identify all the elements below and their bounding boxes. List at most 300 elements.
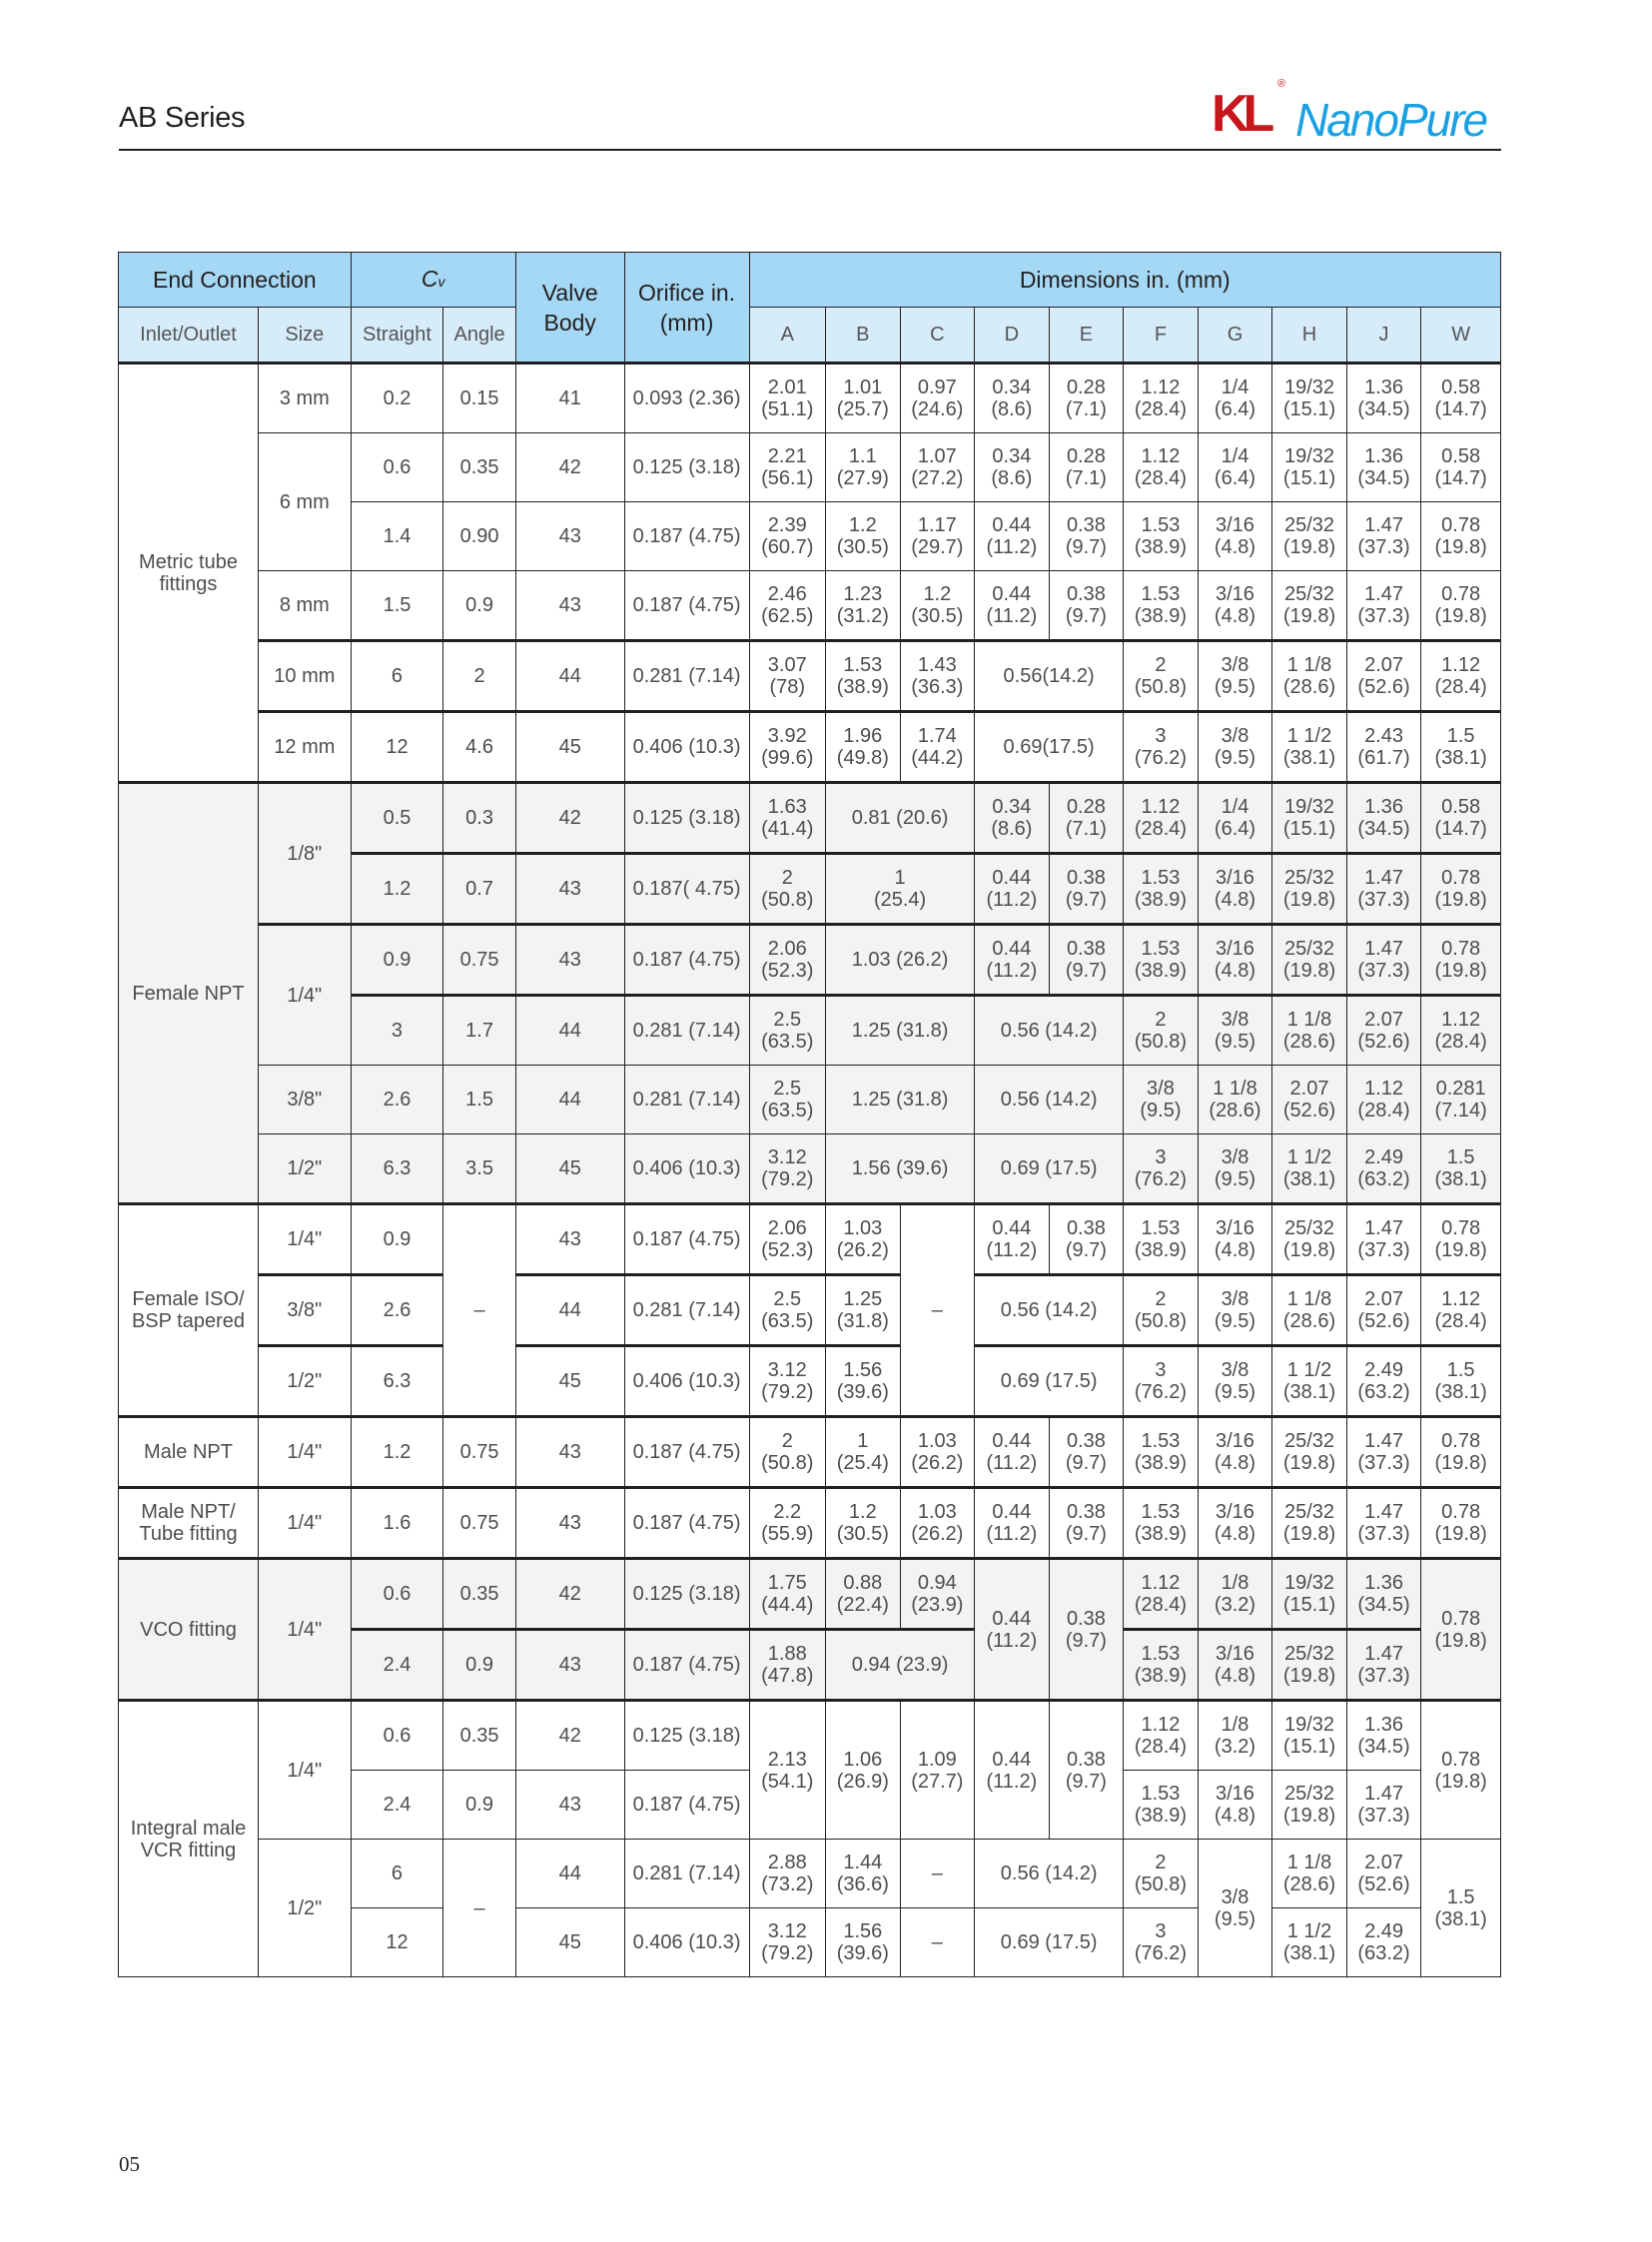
cell-valve-body: 44 [515, 1840, 624, 1908]
cell-g: 1/8 (3.2) [1198, 1559, 1272, 1630]
cell-w: 1.5 (38.1) [1421, 1134, 1501, 1204]
cell-orifice: 0.406 (10.3) [624, 1908, 749, 1977]
cell-straight: 0.6 [351, 1559, 443, 1630]
cell-angle: 0.75 [443, 1417, 516, 1488]
cell-angle: 0.35 [443, 1559, 516, 1630]
cell-j: 2.43 (61.7) [1346, 712, 1421, 783]
cell-bc: 1 (25.4) [826, 854, 975, 925]
cell-orifice: 0.187( 4.75) [624, 854, 749, 925]
cell-g: 3/8 (9.5) [1198, 996, 1272, 1066]
table-row [119, 1134, 1501, 1204]
cell-j: 2.07 (52.6) [1346, 996, 1421, 1066]
header-orifice: Orifice in. (mm) [624, 253, 749, 364]
cell-orifice: 0.125 (3.18) [624, 1559, 749, 1630]
cell-w: 1.5 (38.1) [1421, 1346, 1501, 1417]
cell-straight: 1.2 [351, 854, 443, 925]
cell-d: 0.34 (8.6) [975, 433, 1050, 502]
header-angle: Angle [443, 308, 516, 364]
cell-straight: 0.6 [351, 1701, 443, 1771]
cell-bc: 1.03 (26.2) [826, 925, 975, 996]
cell-size: 1/4" [259, 1559, 352, 1701]
cell-g: 3/16 (4.8) [1198, 1417, 1272, 1488]
cell-straight: 2.6 [351, 1066, 443, 1134]
cell-g: 3/16 (4.8) [1198, 571, 1272, 641]
cell-angle: 0.90 [443, 502, 516, 571]
cell-w: 0.58 (14.7) [1421, 783, 1501, 854]
cell-c: – [900, 1908, 975, 1977]
cell-g: 3/16 (4.8) [1198, 1771, 1272, 1840]
cell-a: 3.12 (79.2) [749, 1346, 826, 1417]
header-straight: Straight [351, 308, 443, 364]
cell-j: 1.36 (34.5) [1346, 364, 1421, 433]
cell-straight: 0.9 [351, 925, 443, 996]
cell-straight: 1.6 [351, 1488, 443, 1559]
cell-straight: 2.4 [351, 1771, 443, 1840]
cell-a: 2.39 (60.7) [749, 502, 826, 571]
cell-de: 0.69 (17.5) [975, 1346, 1124, 1417]
cell-h: 25/32 (19.8) [1272, 1771, 1347, 1840]
cell-a: 3.92 (99.6) [749, 712, 826, 783]
cell-g: 1/4 (6.4) [1198, 364, 1272, 433]
cell-valve-body: 43 [515, 925, 624, 996]
cell-angle: 0.15 [443, 364, 516, 433]
cell-angle: 0.7 [443, 854, 516, 925]
table-row [119, 364, 1501, 433]
cell-a: 2.88 (73.2) [749, 1840, 826, 1908]
group-label: VCO fitting [119, 1559, 259, 1701]
cell-a: 2 (50.8) [749, 1417, 826, 1488]
cell-straight: 12 [351, 712, 443, 783]
cell-angle: 0.9 [443, 571, 516, 641]
cell-orifice: 0.125 (3.18) [624, 783, 749, 854]
cell-w: 0.58 (14.7) [1421, 433, 1501, 502]
cell-f: 1.53 (38.9) [1124, 1488, 1199, 1559]
cell-orifice: 0.187 (4.75) [624, 925, 749, 996]
cell-d: 0.44 (11.2) [975, 1488, 1050, 1559]
cell-a: 1.75 (44.4) [749, 1559, 826, 1630]
cell-h: 1 1/2 (38.1) [1272, 1346, 1347, 1417]
cell-b: 1 (25.4) [826, 1417, 901, 1488]
cell-g: 1/4 (6.4) [1198, 433, 1272, 502]
cell-bc: 1.25 (31.8) [826, 1066, 975, 1134]
cell-h: 1 1/2 (38.1) [1272, 1908, 1347, 1977]
table-row [119, 1204, 1501, 1275]
table-row [119, 1417, 1501, 1488]
cell-f: 1.53 (38.9) [1124, 1771, 1199, 1840]
cell-valve-body: 42 [515, 1701, 624, 1771]
cell-orifice: 0.406 (10.3) [624, 712, 749, 783]
cell-orifice: 0.281 (7.14) [624, 1275, 749, 1346]
cell-de: 0.69 (17.5) [975, 1134, 1124, 1204]
cell-e: 0.28 (7.1) [1049, 783, 1124, 854]
cell-a: 2.5 (63.5) [749, 1275, 826, 1346]
cell-b: 1.06 (26.9) [826, 1701, 901, 1840]
cell-de: 0.69 (17.5) [975, 1908, 1124, 1977]
cell-w: 0.78 (19.8) [1421, 1204, 1501, 1275]
cell-b: 1.01 (25.7) [826, 364, 901, 433]
header-cv-subscript: v [437, 273, 445, 290]
table-row [119, 1066, 1501, 1134]
page-number: 05 [119, 2152, 140, 2176]
cell-g: 3/16 (4.8) [1198, 1204, 1272, 1275]
cell-g: 3/16 (4.8) [1198, 854, 1272, 925]
cell-e: 0.28 (7.1) [1049, 364, 1124, 433]
header-row-1 [119, 253, 1501, 308]
cell-valve-body: 43 [515, 1488, 624, 1559]
cell-j: 1.47 (37.3) [1346, 1488, 1421, 1559]
cell-e: 0.38 (9.7) [1049, 925, 1124, 996]
cell-size: 10 mm [259, 641, 352, 712]
cell-g: 3/8 (9.5) [1198, 1134, 1272, 1204]
cell-valve-body: 43 [515, 571, 624, 641]
cell-valve-body: 43 [515, 1630, 624, 1701]
table-row [119, 641, 1501, 712]
cell-w: 0.78 (19.8) [1421, 1488, 1501, 1559]
cell-f: 1.53 (38.9) [1124, 925, 1199, 996]
cell-g: 3/8 (9.5) [1198, 712, 1272, 783]
header-inlet-outlet: Inlet/Outlet [119, 308, 259, 364]
cell-d: 0.34 (8.6) [975, 364, 1050, 433]
cell-orifice: 0.125 (3.18) [624, 433, 749, 502]
cell-c: 1.03 (26.2) [900, 1417, 975, 1488]
cell-size: 3/8" [259, 1066, 352, 1134]
cell-a: 2.06 (52.3) [749, 1204, 826, 1275]
cell-h: 25/32 (19.8) [1272, 1204, 1347, 1275]
cell-b: 1.1 (27.9) [826, 433, 901, 502]
cell-size: 1/4" [259, 1417, 352, 1488]
cell-c: 1.74 (44.2) [900, 712, 975, 783]
cell-w: 0.58 (14.7) [1421, 364, 1501, 433]
cell-de: 0.56 (14.2) [975, 1275, 1124, 1346]
cell-orifice: 0.187 (4.75) [624, 1630, 749, 1701]
table-row [119, 571, 1501, 641]
cell-b: 1.23 (31.2) [826, 571, 901, 641]
cell-h: 1 1/8 (28.6) [1272, 996, 1347, 1066]
cell-j: 1.47 (37.3) [1346, 502, 1421, 571]
cell-b: 1.2 (30.5) [826, 502, 901, 571]
table-row [119, 1701, 1501, 1771]
cell-orifice: 0.187 (4.75) [624, 1488, 749, 1559]
cell-j: 1.47 (37.3) [1346, 854, 1421, 925]
cell-h: 1 1/8 (28.6) [1272, 1275, 1347, 1346]
cell-j: 1.47 (37.3) [1346, 1630, 1421, 1701]
cell-c: 0.97 (24.6) [900, 364, 975, 433]
cell-size: 1/2" [259, 1840, 352, 1977]
cell-b: 0.88 (22.4) [826, 1559, 901, 1630]
cell-g: 3/8 (9.5) [1198, 1275, 1272, 1346]
header-dimensions: Dimensions in. (mm) [749, 253, 1501, 308]
cell-angle: 1.5 [443, 1066, 516, 1134]
table-row [119, 925, 1501, 996]
cell-a: 2.2 (55.9) [749, 1488, 826, 1559]
cell-valve-body: 43 [515, 1771, 624, 1840]
cell-w: 0.78 (19.8) [1421, 571, 1501, 641]
cell-angle: 0.35 [443, 1701, 516, 1771]
cell-angle: 0.3 [443, 783, 516, 854]
cell-j: 2.07 (52.6) [1346, 1840, 1421, 1908]
cell-h: 19/32 (15.1) [1272, 783, 1347, 854]
cell-g: 3/16 (4.8) [1198, 1488, 1272, 1559]
specification-table [118, 252, 1501, 1977]
cell-angle: 4.6 [443, 712, 516, 783]
cell-b: 1.44 (36.6) [826, 1840, 901, 1908]
cell-orifice: 0.406 (10.3) [624, 1134, 749, 1204]
cell-a: 2.13 (54.1) [749, 1701, 826, 1840]
cell-h: 19/32 (15.1) [1272, 1559, 1347, 1630]
header-dim-c: C [900, 308, 975, 364]
cell-w: 0.281 (7.14) [1421, 1066, 1501, 1134]
cell-f: 1.12 (28.4) [1124, 433, 1199, 502]
cell-angle: 2 [443, 641, 516, 712]
cell-straight: 0.2 [351, 364, 443, 433]
cell-orifice: 0.187 (4.75) [624, 1417, 749, 1488]
cell-h: 25/32 (19.8) [1272, 1488, 1347, 1559]
cell-orifice: 0.187 (4.75) [624, 1204, 749, 1275]
cell-d: 0.44 (11.2) [975, 1701, 1050, 1840]
cell-straight: 0.5 [351, 783, 443, 854]
table-row [119, 1559, 1501, 1630]
cell-w: 1.12 (28.4) [1421, 1275, 1501, 1346]
cell-size: 8 mm [259, 571, 352, 641]
cell-h: 25/32 (19.8) [1272, 502, 1347, 571]
cell-a: 3.07 (78) [749, 641, 826, 712]
cell-f: 2 (50.8) [1124, 641, 1199, 712]
header-dim-b: B [826, 308, 901, 364]
cell-angle: 0.9 [443, 1630, 516, 1701]
table-row [119, 712, 1501, 783]
group-label: Male NPT/ Tube fitting [119, 1488, 259, 1559]
table-row [119, 783, 1501, 854]
cell-j: 2.49 (63.2) [1346, 1346, 1421, 1417]
cell-de: 0.56 (14.2) [975, 996, 1124, 1066]
cell-c: – [900, 1840, 975, 1908]
cell-j: 1.36 (34.5) [1346, 783, 1421, 854]
cell-bc: 1.25 (31.8) [826, 996, 975, 1066]
cell-j: 2.49 (63.2) [1346, 1908, 1421, 1977]
cell-size: 6 mm [259, 433, 352, 571]
cell-bc: 1.56 (39.6) [826, 1134, 975, 1204]
cell-size: 1/4" [259, 925, 352, 1066]
cell-valve-body: 44 [515, 641, 624, 712]
cell-w: 1.12 (28.4) [1421, 641, 1501, 712]
cell-c: 1.17 (29.7) [900, 502, 975, 571]
cell-h: 25/32 (19.8) [1272, 571, 1347, 641]
cell-h: 19/32 (15.1) [1272, 364, 1347, 433]
cell-straight: 1.4 [351, 502, 443, 571]
header-dim-f: F [1124, 308, 1199, 364]
cell-valve-body: 43 [515, 1417, 624, 1488]
table-row [119, 433, 1501, 502]
cell-f: 3/8 (9.5) [1124, 1066, 1199, 1134]
cell-e: 0.38 (9.7) [1049, 502, 1124, 571]
cell-valve-body: 44 [515, 1275, 624, 1346]
cell-valve-body: 45 [515, 712, 624, 783]
cell-valve-body: 45 [515, 1908, 624, 1977]
cell-b: 1.03 (26.2) [826, 1204, 901, 1275]
cell-h: 19/32 (15.1) [1272, 433, 1347, 502]
cell-valve-body: 45 [515, 1346, 624, 1417]
cell-b: 1.25 (31.8) [826, 1275, 901, 1346]
cell-valve-body: 44 [515, 1066, 624, 1134]
cell-f: 1.12 (28.4) [1124, 1559, 1199, 1630]
table-row [119, 1346, 1501, 1417]
cell-j: 1.12 (28.4) [1346, 1066, 1421, 1134]
cell-f: 1.12 (28.4) [1124, 783, 1199, 854]
cell-d: 0.44 (11.2) [975, 502, 1050, 571]
cell-j: 1.47 (37.3) [1346, 1417, 1421, 1488]
cell-orifice: 0.281 (7.14) [624, 1066, 749, 1134]
header-end-connection: End Connection [119, 253, 352, 308]
cell-f: 2 (50.8) [1124, 996, 1199, 1066]
cell-w: 1.5 (38.1) [1421, 712, 1501, 783]
cell-straight: 6.3 [351, 1346, 443, 1417]
cell-e: 0.38 (9.7) [1049, 1204, 1124, 1275]
cell-h: 1 1/8 (28.6) [1272, 641, 1347, 712]
cell-j: 1.47 (37.3) [1346, 925, 1421, 996]
cell-straight: 3 [351, 996, 443, 1066]
cell-j: 2.07 (52.6) [1346, 1275, 1421, 1346]
cell-orifice: 0.281 (7.14) [624, 641, 749, 712]
group-label: Male NPT [119, 1417, 259, 1488]
cell-a: 2.01 (51.1) [749, 364, 826, 433]
cell-a: 1.88 (47.8) [749, 1630, 826, 1701]
cell-f: 3 (76.2) [1124, 1346, 1199, 1417]
table-row [119, 1488, 1501, 1559]
cell-w: 0.78 (19.8) [1421, 854, 1501, 925]
cell-d: 0.34 (8.6) [975, 783, 1050, 854]
cell-g: 1 1/8 (28.6) [1198, 1066, 1272, 1134]
header-valve-body: Valve Body [515, 253, 624, 364]
cell-a: 2.5 (63.5) [749, 1066, 826, 1134]
cell-f: 1.53 (38.9) [1124, 1204, 1199, 1275]
cell-c: 1.07 (27.2) [900, 433, 975, 502]
cell-angle: 1.7 [443, 996, 516, 1066]
cell-orifice: 0.281 (7.14) [624, 1840, 749, 1908]
cell-d: 0.44 (11.2) [975, 1204, 1050, 1275]
cell-j: 1.36 (34.5) [1346, 1559, 1421, 1630]
cell-f: 3 (76.2) [1124, 1134, 1199, 1204]
header-row-2 [119, 308, 1501, 364]
cell-straight: 0.6 [351, 433, 443, 502]
cell-w: 0.78 (19.8) [1421, 1559, 1501, 1701]
cell-e: 0.38 (9.7) [1049, 1701, 1124, 1840]
cell-angle: – [443, 1840, 516, 1977]
cell-f: 1.12 (28.4) [1124, 364, 1199, 433]
cell-angle: 3.5 [443, 1134, 516, 1204]
cell-size: 1/4" [259, 1204, 352, 1275]
cell-size: 12 mm [259, 712, 352, 783]
cell-j: 1.36 (34.5) [1346, 433, 1421, 502]
cell-bc: 0.81 (20.6) [826, 783, 975, 854]
header-dim-e: E [1049, 308, 1124, 364]
cell-valve-body: 42 [515, 783, 624, 854]
cell-straight: 6.3 [351, 1134, 443, 1204]
header-cv-label: C [420, 265, 438, 292]
cell-valve-body: 42 [515, 433, 624, 502]
cell-valve-body: 43 [515, 854, 624, 925]
cell-f: 2 (50.8) [1124, 1275, 1199, 1346]
cell-a: 1.63 (41.4) [749, 783, 826, 854]
cell-d: 0.44 (11.2) [975, 571, 1050, 641]
cell-f: 1.53 (38.9) [1124, 1630, 1199, 1701]
cell-de: 0.56 (14.2) [975, 1066, 1124, 1134]
cell-g: 3/8 (9.5) [1198, 641, 1272, 712]
cell-f: 1.53 (38.9) [1124, 854, 1199, 925]
cell-h: 1 1/2 (38.1) [1272, 712, 1347, 783]
cell-f: 1.53 (38.9) [1124, 1417, 1199, 1488]
cell-f: 1.12 (28.4) [1124, 1701, 1199, 1771]
cell-h: 2.07 (52.6) [1272, 1066, 1347, 1134]
cell-size: 3/8" [259, 1275, 352, 1346]
cell-size: 1/4" [259, 1701, 352, 1840]
header-divider [119, 149, 1501, 151]
cell-size: 3 mm [259, 364, 352, 433]
cell-angle: 0.75 [443, 1488, 516, 1559]
group-label: Female ISO/ BSP tapered [119, 1204, 259, 1417]
cell-f: 3 (76.2) [1124, 1908, 1199, 1977]
cell-g: 1/4 (6.4) [1198, 783, 1272, 854]
cell-angle: – [443, 1204, 516, 1417]
cell-angle: 0.75 [443, 925, 516, 996]
cell-c: 1.03 (26.2) [900, 1488, 975, 1559]
cell-b: 1.56 (39.6) [826, 1346, 901, 1417]
cell-c: – [900, 1204, 975, 1417]
cell-size: 1/8" [259, 783, 352, 925]
cell-h: 25/32 (19.8) [1272, 1630, 1347, 1701]
cell-g: 3/16 (4.8) [1198, 502, 1272, 571]
cell-valve-body: 43 [515, 502, 624, 571]
cell-valve-body: 44 [515, 996, 624, 1066]
cell-f: 3 (76.2) [1124, 712, 1199, 783]
cell-c: 0.94 (23.9) [900, 1559, 975, 1630]
cell-w: 0.78 (19.8) [1421, 1417, 1501, 1488]
cell-straight: 2.4 [351, 1630, 443, 1701]
cell-straight: 6 [351, 1840, 443, 1908]
cell-a: 3.12 (79.2) [749, 1908, 826, 1977]
cell-j: 2.49 (63.2) [1346, 1134, 1421, 1204]
cell-e: 0.38 (9.7) [1049, 1488, 1124, 1559]
cell-j: 1.47 (37.3) [1346, 1204, 1421, 1275]
cell-g: 3/16 (4.8) [1198, 925, 1272, 996]
cell-w: 0.78 (19.8) [1421, 925, 1501, 996]
cell-valve-body: 45 [515, 1134, 624, 1204]
cell-size: 1/2" [259, 1346, 352, 1417]
cell-size: 1/4" [259, 1488, 352, 1559]
cell-bc: 0.94 (23.9) [826, 1630, 975, 1701]
cell-d: 0.44 (11.2) [975, 925, 1050, 996]
registered-mark: ® [1277, 78, 1286, 90]
cell-j: 1.47 (37.3) [1346, 1771, 1421, 1840]
cell-a: 3.12 (79.2) [749, 1134, 826, 1204]
cell-straight: 0.9 [351, 1204, 443, 1275]
cell-orifice: 0.187 (4.75) [624, 571, 749, 641]
series-title: AB Series [119, 102, 246, 134]
header-dim-g: G [1198, 308, 1272, 364]
header-dim-h: H [1272, 308, 1347, 364]
cell-f: 1.53 (38.9) [1124, 571, 1199, 641]
header-size: Size [259, 308, 352, 364]
header-dim-d: D [975, 308, 1050, 364]
cell-j: 1.47 (37.3) [1346, 571, 1421, 641]
cell-de: 0.56 (14.2) [975, 1840, 1124, 1908]
cell-b: 1.56 (39.6) [826, 1908, 901, 1977]
cell-straight: 6 [351, 641, 443, 712]
cell-h: 1 1/2 (38.1) [1272, 1134, 1347, 1204]
cell-w: 0.78 (19.8) [1421, 1701, 1501, 1840]
cell-e: 0.38 (9.7) [1049, 1417, 1124, 1488]
cell-h: 19/32 (15.1) [1272, 1701, 1347, 1771]
cell-a: 2.21 (56.1) [749, 433, 826, 502]
